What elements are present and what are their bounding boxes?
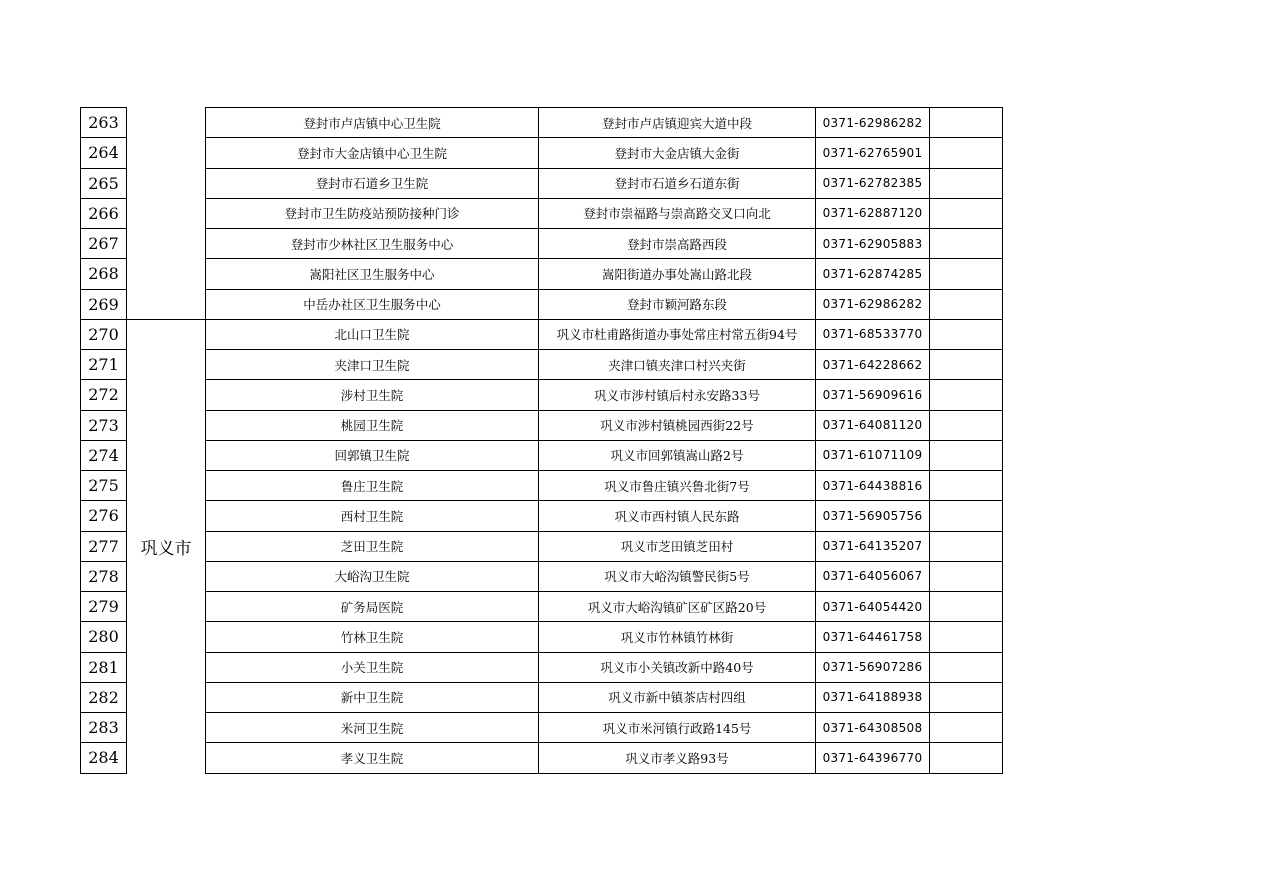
address-cell: 巩义市米河镇行政路145号 bbox=[539, 713, 816, 743]
address-cell: 巩义市大峪沟镇矿区矿区路20号 bbox=[539, 592, 816, 622]
phone-cell: 0371-56905756 bbox=[816, 501, 930, 531]
empty-cell bbox=[930, 440, 1003, 470]
phone-cell: 0371-64396770 bbox=[816, 743, 930, 773]
clinic-name-cell: 矿务局医院 bbox=[206, 592, 539, 622]
row-number-cell: 273 bbox=[81, 410, 127, 440]
clinic-name-cell: 回郭镇卫生院 bbox=[206, 440, 539, 470]
empty-cell bbox=[930, 561, 1003, 591]
empty-cell bbox=[930, 229, 1003, 259]
empty-cell bbox=[930, 743, 1003, 773]
address-cell: 巩义市小关镇改新中路40号 bbox=[539, 652, 816, 682]
phone-cell: 0371-56909616 bbox=[816, 380, 930, 410]
row-number-cell: 269 bbox=[81, 289, 127, 319]
phone-cell: 0371-62905883 bbox=[816, 229, 930, 259]
table-row bbox=[81, 592, 1003, 622]
address-cell: 巩义市回郭镇嵩山路2号 bbox=[539, 440, 816, 470]
clinic-name-cell: 登封市大金店镇中心卫生院 bbox=[206, 138, 539, 168]
city-cell bbox=[127, 108, 206, 320]
address-cell: 巩义市新中镇茶店村四组 bbox=[539, 682, 816, 712]
row-number-cell: 280 bbox=[81, 622, 127, 652]
row-number-cell: 278 bbox=[81, 561, 127, 591]
row-number-cell: 265 bbox=[81, 168, 127, 198]
row-number-cell: 266 bbox=[81, 198, 127, 228]
clinic-name-cell: 孝义卫生院 bbox=[206, 743, 539, 773]
row-number-cell: 263 bbox=[81, 108, 127, 138]
table-row bbox=[81, 561, 1003, 591]
address-cell: 巩义市孝义路93号 bbox=[539, 743, 816, 773]
table-row bbox=[81, 108, 1003, 138]
empty-cell bbox=[930, 138, 1003, 168]
table-row bbox=[81, 743, 1003, 773]
clinic-name-cell: 小关卫生院 bbox=[206, 652, 539, 682]
empty-cell bbox=[930, 410, 1003, 440]
table-row bbox=[81, 652, 1003, 682]
row-number-cell: 268 bbox=[81, 259, 127, 289]
clinic-name-cell: 嵩阳社区卫生服务中心 bbox=[206, 259, 539, 289]
row-number-cell: 284 bbox=[81, 743, 127, 773]
row-number-cell: 276 bbox=[81, 501, 127, 531]
phone-cell: 0371-61071109 bbox=[816, 440, 930, 470]
table-row bbox=[81, 198, 1003, 228]
table-row bbox=[81, 350, 1003, 380]
table-row bbox=[81, 168, 1003, 198]
empty-cell bbox=[930, 319, 1003, 349]
address-cell: 巩义市杜甫路街道办事处常庄村常五街94号 bbox=[539, 319, 816, 349]
empty-cell bbox=[930, 471, 1003, 501]
phone-cell: 0371-64461758 bbox=[816, 622, 930, 652]
empty-cell bbox=[930, 259, 1003, 289]
empty-cell bbox=[930, 713, 1003, 743]
table-row bbox=[81, 682, 1003, 712]
phone-cell: 0371-62765901 bbox=[816, 138, 930, 168]
address-cell: 登封市崇福路与崇高路交叉口向北 bbox=[539, 198, 816, 228]
address-cell: 巩义市大峪沟镇警民街5号 bbox=[539, 561, 816, 591]
empty-cell bbox=[930, 622, 1003, 652]
phone-cell: 0371-64228662 bbox=[816, 350, 930, 380]
row-number-cell: 274 bbox=[81, 440, 127, 470]
empty-cell bbox=[930, 350, 1003, 380]
empty-cell bbox=[930, 108, 1003, 138]
table-row bbox=[81, 531, 1003, 561]
phone-cell: 0371-62986282 bbox=[816, 289, 930, 319]
address-cell: 巩义市涉村镇桃园西街22号 bbox=[539, 410, 816, 440]
address-cell: 巩义市芝田镇芝田村 bbox=[539, 531, 816, 561]
address-cell: 登封市颖河路东段 bbox=[539, 289, 816, 319]
phone-cell: 0371-64188938 bbox=[816, 682, 930, 712]
clinic-name-cell: 新中卫生院 bbox=[206, 682, 539, 712]
clinic-name-cell: 登封市卫生防疫站预防接种门诊 bbox=[206, 198, 539, 228]
clinic-name-cell: 北山口卫生院 bbox=[206, 319, 539, 349]
table-row bbox=[81, 229, 1003, 259]
phone-cell: 0371-56907286 bbox=[816, 652, 930, 682]
empty-cell bbox=[930, 380, 1003, 410]
address-cell: 登封市石道乡石道东街 bbox=[539, 168, 816, 198]
row-number-cell: 275 bbox=[81, 471, 127, 501]
address-cell: 巩义市鲁庄镇兴鲁北街7号 bbox=[539, 471, 816, 501]
clinic-name-cell: 涉村卫生院 bbox=[206, 380, 539, 410]
row-number-cell: 279 bbox=[81, 592, 127, 622]
address-cell: 登封市卢店镇迎宾大道中段 bbox=[539, 108, 816, 138]
table-row bbox=[81, 622, 1003, 652]
clinic-name-cell: 米河卫生院 bbox=[206, 713, 539, 743]
clinic-table bbox=[80, 107, 1003, 774]
city-cell: 巩义市 bbox=[127, 319, 206, 773]
row-number-cell: 272 bbox=[81, 380, 127, 410]
phone-cell: 0371-64081120 bbox=[816, 410, 930, 440]
clinic-name-cell: 登封市卢店镇中心卫生院 bbox=[206, 108, 539, 138]
row-number-cell: 277 bbox=[81, 531, 127, 561]
empty-cell bbox=[930, 652, 1003, 682]
table-row bbox=[81, 289, 1003, 319]
phone-cell: 0371-64135207 bbox=[816, 531, 930, 561]
address-cell: 夹津口镇夹津口村兴夹街 bbox=[539, 350, 816, 380]
row-number-cell: 264 bbox=[81, 138, 127, 168]
table-row bbox=[81, 138, 1003, 168]
clinic-table-body bbox=[81, 108, 1003, 774]
phone-cell: 0371-64438816 bbox=[816, 471, 930, 501]
address-cell: 登封市大金店镇大金街 bbox=[539, 138, 816, 168]
clinic-name-cell: 竹林卫生院 bbox=[206, 622, 539, 652]
clinic-name-cell: 中岳办社区卫生服务中心 bbox=[206, 289, 539, 319]
phone-cell: 0371-62986282 bbox=[816, 108, 930, 138]
table-row bbox=[81, 440, 1003, 470]
phone-cell: 0371-64308508 bbox=[816, 713, 930, 743]
clinic-name-cell: 夹津口卫生院 bbox=[206, 350, 539, 380]
row-number-cell: 282 bbox=[81, 682, 127, 712]
clinic-name-cell: 芝田卫生院 bbox=[206, 531, 539, 561]
empty-cell bbox=[930, 289, 1003, 319]
address-cell: 巩义市西村镇人民东路 bbox=[539, 501, 816, 531]
table-row bbox=[81, 501, 1003, 531]
empty-cell bbox=[930, 592, 1003, 622]
clinic-name-cell: 西村卫生院 bbox=[206, 501, 539, 531]
address-cell: 巩义市竹林镇竹林街 bbox=[539, 622, 816, 652]
address-cell: 登封市崇高路西段 bbox=[539, 229, 816, 259]
row-number-cell: 270 bbox=[81, 319, 127, 349]
phone-cell: 0371-68533770 bbox=[816, 319, 930, 349]
phone-cell: 0371-64054420 bbox=[816, 592, 930, 622]
address-cell: 巩义市涉村镇后村永安路33号 bbox=[539, 380, 816, 410]
row-number-cell: 281 bbox=[81, 652, 127, 682]
empty-cell bbox=[930, 168, 1003, 198]
phone-cell: 0371-62887120 bbox=[816, 198, 930, 228]
table-row bbox=[81, 259, 1003, 289]
clinic-name-cell: 鲁庄卫生院 bbox=[206, 471, 539, 501]
table-row bbox=[81, 410, 1003, 440]
empty-cell bbox=[930, 682, 1003, 712]
clinic-name-cell: 大峪沟卫生院 bbox=[206, 561, 539, 591]
clinic-name-cell: 登封市石道乡卫生院 bbox=[206, 168, 539, 198]
clinic-name-cell: 登封市少林社区卫生服务中心 bbox=[206, 229, 539, 259]
row-number-cell: 267 bbox=[81, 229, 127, 259]
phone-cell: 0371-64056067 bbox=[816, 561, 930, 591]
table-row bbox=[81, 319, 1003, 349]
empty-cell bbox=[930, 501, 1003, 531]
table-row bbox=[81, 713, 1003, 743]
phone-cell: 0371-62874285 bbox=[816, 259, 930, 289]
table-row bbox=[81, 471, 1003, 501]
row-number-cell: 271 bbox=[81, 350, 127, 380]
row-number-cell: 283 bbox=[81, 713, 127, 743]
address-cell: 嵩阳街道办事处嵩山路北段 bbox=[539, 259, 816, 289]
clinic-name-cell: 桃园卫生院 bbox=[206, 410, 539, 440]
empty-cell bbox=[930, 198, 1003, 228]
phone-cell: 0371-62782385 bbox=[816, 168, 930, 198]
table-row bbox=[81, 380, 1003, 410]
empty-cell bbox=[930, 531, 1003, 561]
